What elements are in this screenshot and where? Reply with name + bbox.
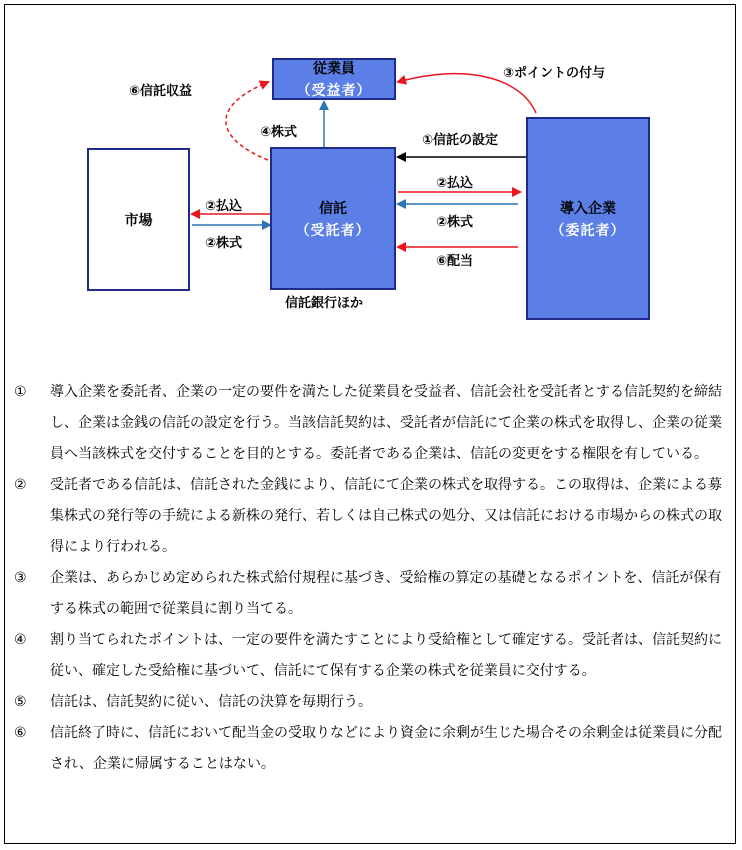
note-number: ④ [14,632,27,648]
note-text: 企業は、あらかじめ定められた株式給付規程に基づき、受給権の算定の基礎となるポイントを、信託が保有する株式の範囲で従業員に割り当てる。 [50,570,722,617]
trust-title: 信託 [319,200,347,217]
label-trust-income: ⑥信託収益 [129,84,193,99]
label-trust-setup: ①信託の設定 [422,133,499,148]
note-number: ② [14,477,27,493]
note-number: ① [14,384,27,400]
company-title: 導入企業 [560,200,616,217]
company-role: （委託者） [550,222,626,239]
label-stock-to-employee: ④株式 [260,125,298,140]
note-number: ⑥ [14,725,27,741]
note-text: 導入企業を委託者、企業の一定の要件を満たした従業員を受益者、信託会社を受託者とする信託契約を締結し、企業は金銭の信託の設定を行う。当該信託契約は、受託者が信託にて企業の株式を取得し、企業の従業員へ当該株式を交付することを目的とする。委託者である企業は、信託の変更をする権限を有している。 [50,384,722,462]
employee-box [272,58,396,100]
note-item [14,687,726,718]
note-item [14,625,726,687]
note-item [14,377,726,470]
note-item [14,563,726,625]
label-payment-company: ②払込 [436,176,474,191]
note-text: 受託者である信託は、信託された金銭により、信託にて企業の株式を取得する。この取得は、企業による募集株式の発行等の手続による新株の発行、若しくは自己株式の処分、又は信託における市場からの株式の取得により行われる。 [50,477,722,555]
trust-role: （受託者） [295,222,371,239]
employee-title: 従業員 [313,61,355,77]
market-title: 市場 [124,212,153,229]
employee-role: （受益者） [296,83,372,99]
note-text: 割り当てられたポイントは、一定の要件を満たすことにより受給権として確定する。受託者は、信託契約に従い、確定した受給権に基づいて、信託にて保有する企業の株式を従業員に交付する。 [50,632,722,679]
label-stock-market: ②株式 [205,236,243,251]
notes-list [14,377,726,780]
note-item [14,718,726,780]
note-number: ⑤ [14,694,27,710]
label-point-grant: ③ポイントの付与 [503,66,606,81]
company-box [526,117,650,320]
note-text: 信託終了時に、信託において配当金の受取りなどにより資金に余剰が生じた場合その余剰金は従業員に分配され、企業に帰属することはない。 [50,725,722,772]
label-dividend: ⑥配当 [436,254,474,269]
note-number: ③ [14,570,27,586]
label-trust-bank: 信託銀行ほか [285,296,364,311]
market-box [87,148,190,291]
note-item [14,470,726,563]
note-text: 信託は、信託契約に従い、信託の決算を毎期行う。 [50,694,372,710]
label-stock-company: ②株式 [436,215,474,230]
label-payment-market: ②払込 [205,199,243,214]
trust-box [270,147,396,290]
